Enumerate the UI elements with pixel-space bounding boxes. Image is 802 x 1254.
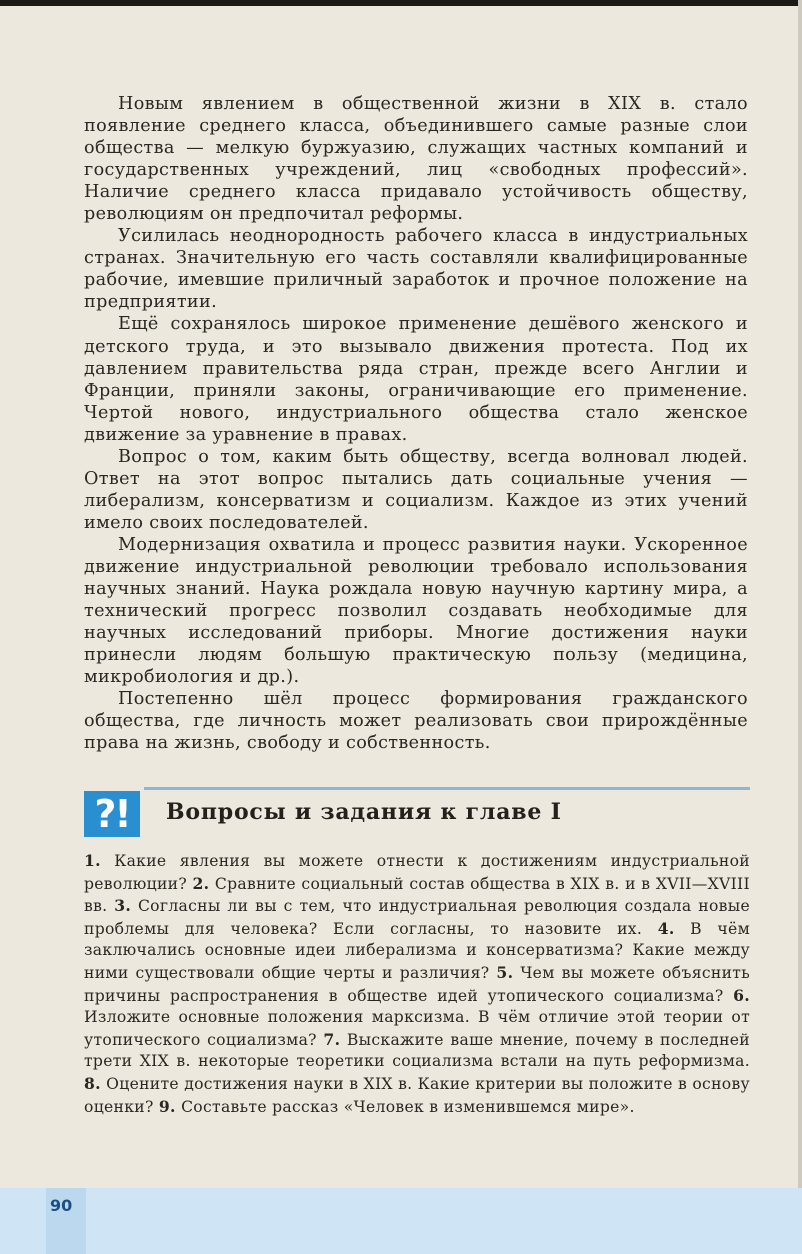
question-number: 2. (192, 873, 210, 893)
body-text (84, 93, 748, 754)
question-number: 8. (84, 1073, 101, 1093)
paragraph-working-class: Усилилась неоднородность рабочего класса в индустриальных странах. Значительную его часть составляли квалифицированные рабочие, имевшие приличный заработок и прочное положение на предприятии. (84, 226, 748, 313)
paragraph-female-child-labor: Ещё сохранялось широкое применение дешёвого женского и детского труда, и это вызывало движения протеста. Под их давлением правительства ряда стран, прежде всего Англии и Франции, приняли законы, ограничивающие его применение. Чертой нового, индустриального общества стало женское движение за уравнение в правах. (84, 314, 748, 445)
question-text: Изложите основные положения марксизма. В чём отличие этой теории от утопического социализма? (84, 1008, 750, 1049)
question-text: Оцените достижения науки в XIX в. Какие критерии вы положите в основу оценки? (84, 1074, 751, 1116)
question-exclamation-icon: ?! (84, 791, 140, 837)
question-text: Чем вы можете объяснить причины распространения в обществе идей утопического социализма? (84, 963, 750, 1005)
question-text: Какие явления вы можете отнести к достижениям индустриальной революции? (84, 852, 750, 893)
question-text: Согласны ли вы с тем, что индустриальная революция создала новые проблемы для человека? Если согласны, то назовите их. (84, 897, 750, 938)
paragraph-science: Модернизация охватила и процесс развития науки. Ускоренное движение индустриальной революции требовало использования научных знаний. Наука рождала новую научную картину мира, а технический прогресс позволил создавать необходимые для научных исследований приборы. Многие достижения науки принесли людям большую практическую пользу (медицина, микробиология и др.). (84, 534, 748, 688)
question-text: Сравните социальный состав общества в XIX в. и в XVII—XVIII вв. (84, 874, 750, 916)
page-right-edge (798, 0, 802, 1254)
question-number: 3. (114, 896, 132, 916)
page-number: 90 (50, 1196, 73, 1215)
question-number: 9. (158, 1096, 176, 1116)
question-number: 7. (323, 1029, 341, 1049)
question-text: Составьте рассказ «Человек в изменившемся мире». (181, 1097, 635, 1116)
question-text: В чём заключались основные идеи либерализма и консерватизма? Какие между ними существовали общие черты и различия? (84, 919, 751, 982)
questions-list (84, 850, 750, 1118)
question-number: 1. (84, 851, 101, 870)
question-text: Выскажите ваше мнение, почему в последней трети XIX в. некоторые теоретики социализма встали на путь реформизма. (84, 1030, 750, 1071)
bottom-color-band (0, 1188, 802, 1254)
question-number: 6. (733, 985, 750, 1005)
paragraph-middle-class: Новым явлением в общественной жизни в XIX в. стало появление среднего класса, объединившего самые разные слои общества — мелкую буржуазию, служащих частных компаний и государственных учреждений, лиц «свободных профессий». Наличие среднего класса придавало устойчивость обществу, революциям он предпочитал реформы. (84, 94, 748, 225)
question-number: 4. (657, 918, 675, 938)
header-rule (144, 787, 750, 790)
paragraph-social-teachings: Вопрос о том, каким быть обществу, всегда волновал людей. Ответ на этот вопрос пытались дать социальные учения — либерализм, консерватизм и социализм. Каждое из этих учений имело своих последователей. (84, 446, 748, 533)
page-top-edge (0, 0, 802, 6)
questions-header (84, 787, 750, 839)
question-number: 5. (496, 962, 514, 982)
questions-title: Вопросы и задания к главе I (166, 799, 562, 825)
paragraph-civil-society: Постепенно шёл процесс формирования гражданского общества, где личность может реализовать свои прирождённые права на жизнь, свободу и собственность. (84, 689, 748, 754)
